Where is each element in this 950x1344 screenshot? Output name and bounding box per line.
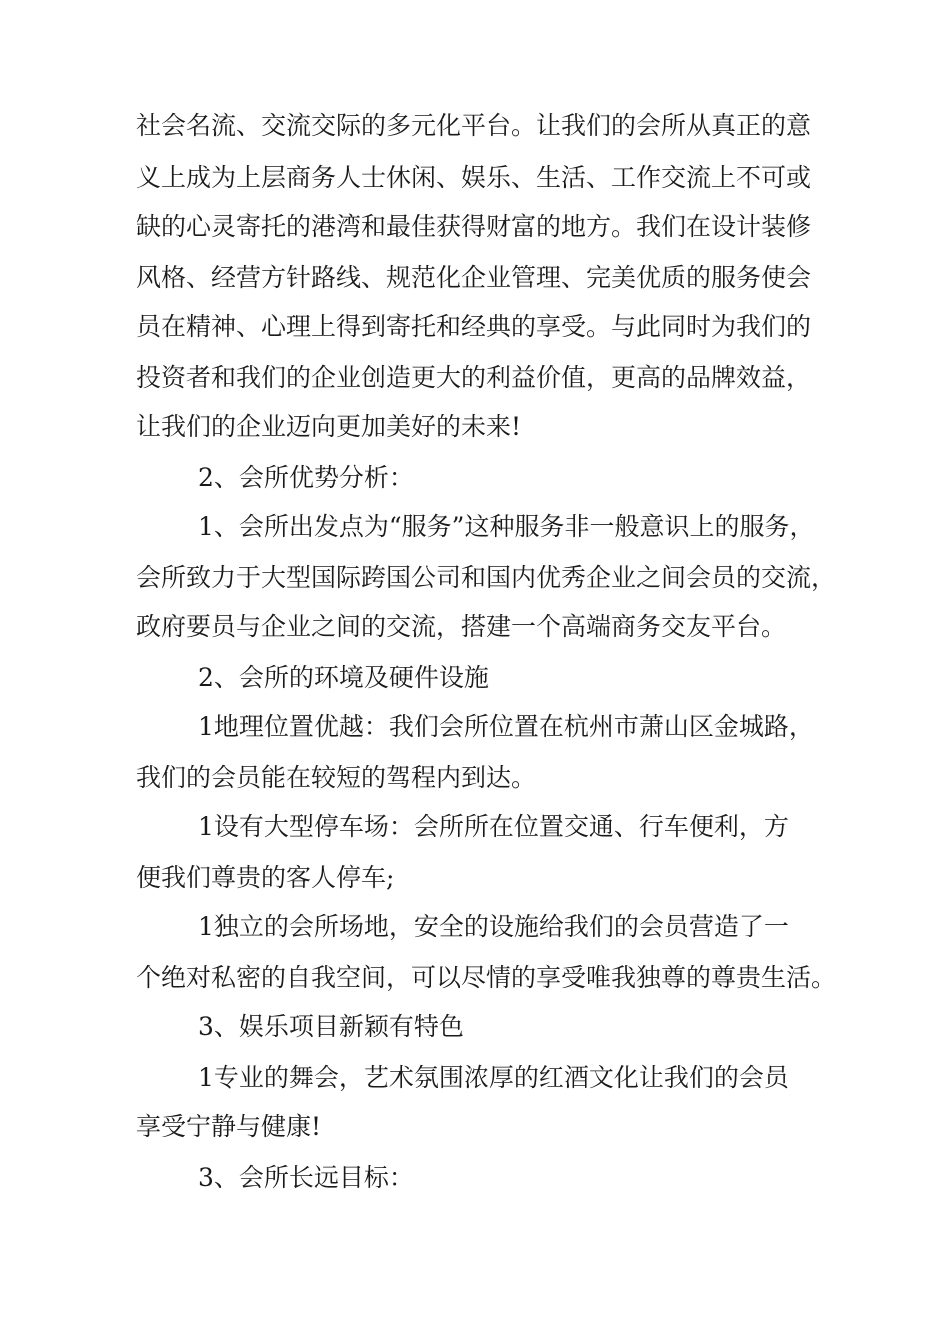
paragraph-line: 1设有大型停车场：会所所在位置交通、行车便利，方 [198,812,789,841]
paragraph-line: 享受宁静与健康! [136,1112,322,1141]
paragraph-line: 缺的心灵寄托的港湾和最佳获得财富的地方。我们在设计装修 [136,212,812,241]
paragraph-line: 义上成为上层商务人士休闲、娱乐、生活、工作交流上不可或 [136,163,812,192]
paragraph-line: 便我们尊贵的客人停车; [136,863,395,892]
section-heading: 3、娱乐项目新颖有特色 [198,1012,464,1041]
paragraph-line: 1独立的会所场地，安全的设施给我们的会员营造了一 [198,912,789,941]
section-heading: 2、会所的环境及硬件设施 [198,663,489,692]
paragraph-line: 让我们的企业迈向更加美好的未来! [136,412,522,441]
paragraph-line: 员在精神、心理上得到寄托和经典的享受。与此同时为我们的 [136,312,812,341]
paragraph-line: 我们的会员能在较短的驾程内到达。 [136,763,537,792]
paragraph-line: 1专业的舞会，艺术氛围浓厚的红酒文化让我们的会员 [198,1063,789,1092]
paragraph-line: 社会名流、交流交际的多元化平台。让我们的会所从真正的意 [136,111,812,140]
paragraph-line: 1、会所出发点为“服务”这种服务非一般意识上的服务， [198,512,815,541]
paragraph-line: 会所致力于大型国际跨国公司和国内优秀企业之间会员的交流， [136,563,837,592]
paragraph-line: 个绝对私密的自我空间，可以尽情的享受唯我独尊的尊贵生活。 [136,963,837,992]
paragraph-line: 1地理位置优越：我们会所位置在杭州市萧山区金城路， [198,712,814,741]
paragraph-line: 政府要员与企业之间的交流，搭建一个高端商务交友平台。 [136,612,787,641]
paragraph-line: 风格、经营方针路线、规范化企业管理、完美优质的服务使会 [136,263,812,292]
paragraph-line: 投资者和我们的企业创造更大的利益价值，更高的品牌效益， [136,363,812,392]
section-heading: 2、会所优势分析： [198,463,414,492]
section-heading: 3、会所长远目标： [198,1163,414,1192]
